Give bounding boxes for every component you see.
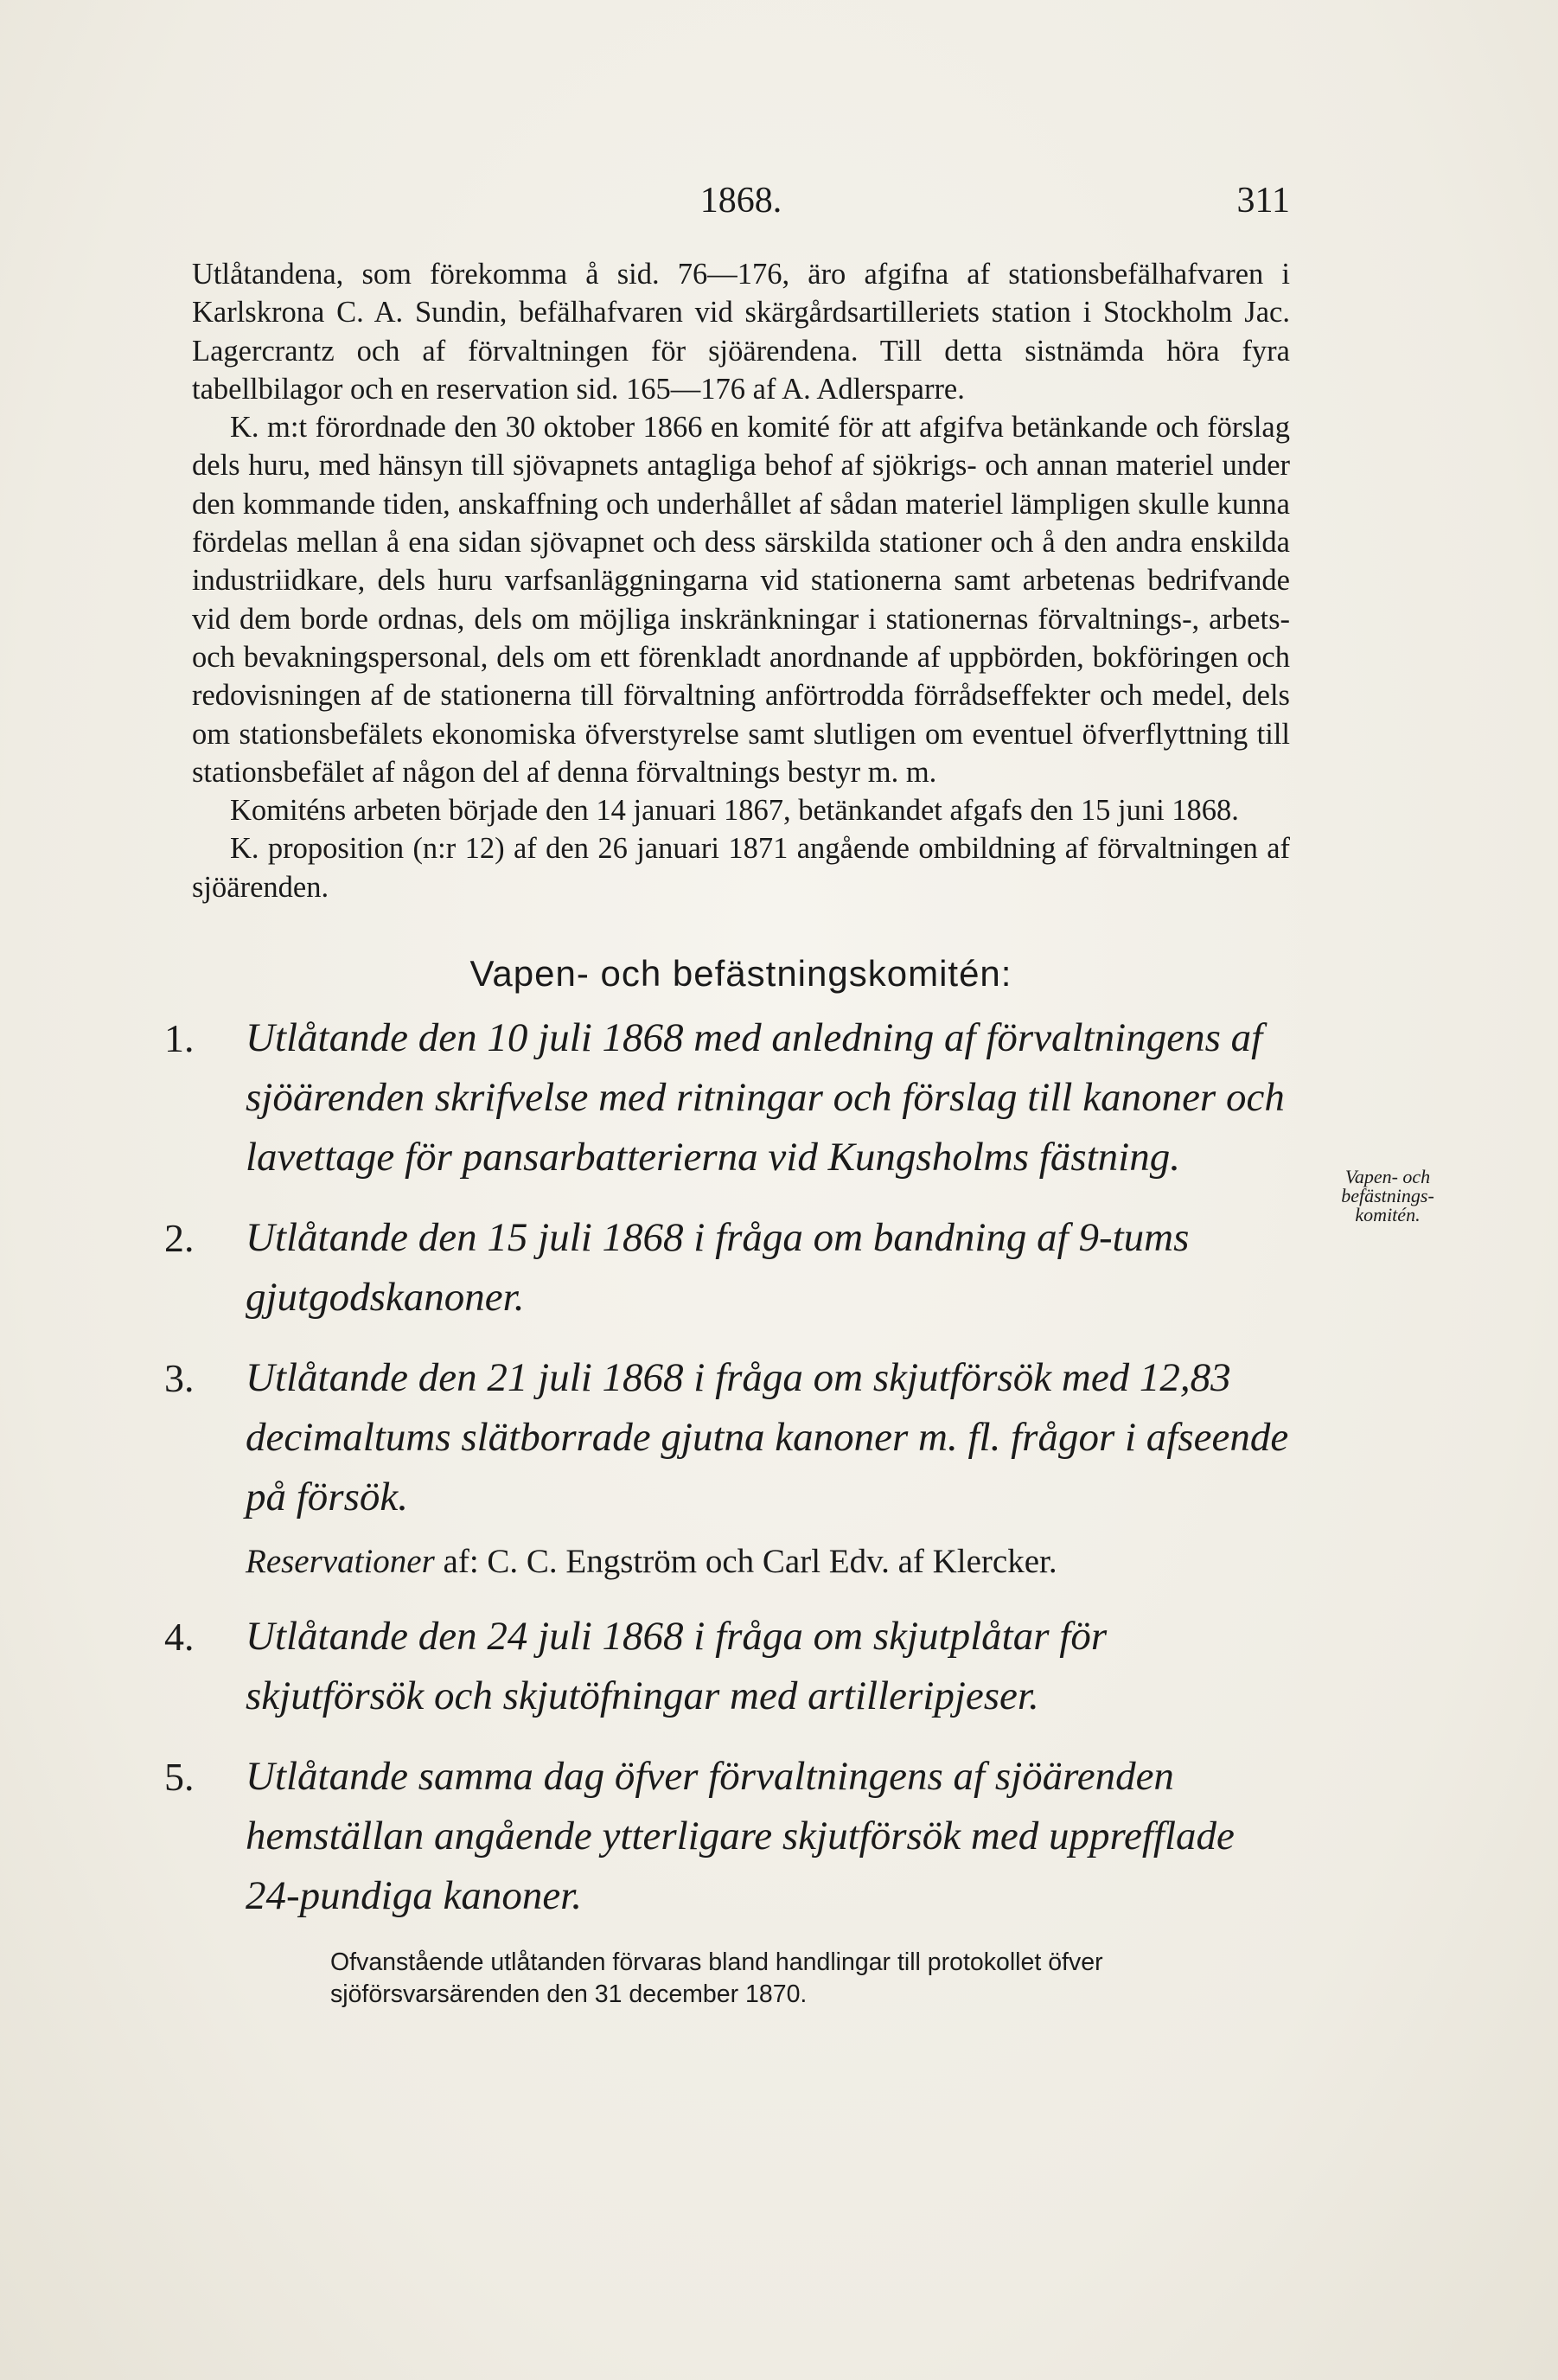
statement-list-continued [164,1607,1290,1926]
reservation-text: af: C. C. Engström och Carl Edv. af Klercker. [443,1543,1057,1581]
reservation-label: Reservationer [246,1543,435,1581]
item-text: Utlåtande samma dag öfver förvaltningens af sjöärenden hemställan angående ytterligare skjutförsök med upprefflade 24-pundiga kanoner. [246,1754,1235,1919]
section-title: Vapen- och befästningskomitén: [469,953,1012,995]
list-item [164,1348,1290,1527]
marginal-note: Vapen- och befästnings-komitén. [1341,1166,1434,1225]
list-item [164,1747,1290,1926]
list-item [164,1607,1290,1726]
page-body [164,255,1290,2011]
item-text: Utlåtande den 15 juli 1868 i fråga om bandning af 9-tums gjutgodskanoner. [246,1215,1190,1321]
list-item [164,1208,1290,1328]
item-number: 2. [164,1216,195,1261]
footnote: Ofvanstående utlåtanden förvaras bland handlingar till protokollet öfver sjöförsvarsärenden den 31 december 1870. [330,1948,1103,2009]
page-header [192,180,1290,232]
page-number: 311 [1236,181,1290,221]
header-year: 1868. [699,181,782,221]
item-number: 1. [164,1016,195,1061]
paragraph-work-dates: Komiténs arbeten började den 14 januari 1867, betänkandet afgafs den 15 juni 1868. [230,794,1239,828]
item-number: 5. [164,1755,195,1800]
paragraph-intro: Utlåtandena, som förekomma å sid. 76—176, äro afgifna af stationsbefälhafvaren i Karlskrona C. A. Sundin, befälhafvaren vid skärgårdsartilleriets station i Stockholm Jac. Lagercrantz och af förvaltningen för sjöärendena. Till detta sistnämda höra fyra tabellbilagor och en reservation sid. 165—176 af A. Adlersparre. [192,258,1290,406]
item-number: 4. [164,1615,195,1660]
paragraph-proposition: K. proposition (n:r 12) af den 26 januari 1871 angående ombildning af förvaltningen af sjöärenden. [192,832,1290,904]
paragraph-committee: K. m:t förordnade den 30 oktober 1866 en komité för att afgifva betänkande och förslag dels huru, med hänsyn till sjövapnets antagliga behof af sjökrigs- och annan materiel under den kommande tiden, anskaffning och underhållet af sådan materiel lämpligen skulle kunna fördelas mellan å ena sidan sjövapnet och dess särskilda stationer och å den andra enskilda industriidkare, dels huru varfsanläggningarna vid stationerna samt arbetenas bedrifvande vid dem borde ordnas, dels om möjliga inskränkningar i stationernas förvaltnings-, arbets- och bevakningspersonal, dels om ett förenkladt anordnande af uppbörden, bokföringen och redovisningen af de stationerna till förvaltning anförtrodda förrådseffekter och medel, dels om stationsbefälets ekonomiska öfverstyrelse samt slutligen om eventuel öfverflyttning till stationsbefälet af någon del af denna förvaltnings bestyr m. m. [192,411,1290,789]
list-item [164,1008,1290,1187]
item-number: 3. [164,1356,195,1401]
item-text: Utlåtande den 24 juli 1868 i fråga om skjutplåtar för skjutförsök och skjutöfningar med artilleripjeser. [246,1614,1108,1719]
item-text: Utlåtande den 10 juli 1868 med anledning af förvaltningens af sjöärenden skrifvelse med ritningar och förslag till kanoner och lavettage för pansarbatterierna vid Kungsholms fästning. [246,1015,1285,1180]
reservation-line [220,1541,1290,1583]
item-text: Utlåtande den 21 juli 1868 i fråga om skjutförsök med 12,83 decimaltums slätborrade gjutna kanoner m. fl. frågor i afseende på försök. [246,1355,1289,1520]
statement-list [164,1008,1290,1527]
